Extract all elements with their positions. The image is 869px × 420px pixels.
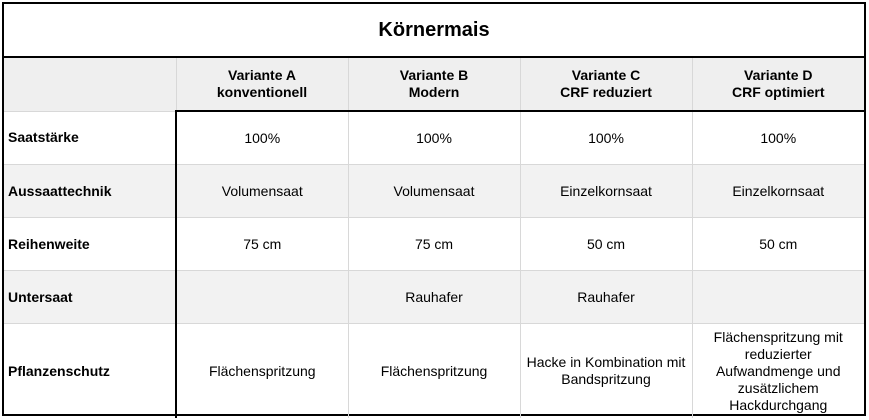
- comparison-table: [4, 58, 864, 418]
- cell-value: Rauhafer: [520, 271, 692, 324]
- row-pflanzenschutz: [4, 324, 864, 419]
- cell-value: [348, 324, 520, 419]
- cell-value: Volumensaat: [176, 165, 348, 218]
- header-variant-c: [520, 58, 692, 111]
- row-label: Reihenweite: [4, 218, 176, 271]
- cell-value: 100%: [176, 111, 348, 165]
- row-reihenweite: [4, 218, 864, 271]
- variant-sub: CRF optimiert: [731, 84, 825, 100]
- cell-line: Flächenspritzung: [208, 362, 316, 379]
- row-label: Saatstärke: [4, 111, 176, 165]
- cell-line: zusätzlichem: [737, 379, 819, 396]
- cell-value: 50 cm: [520, 218, 692, 271]
- row-saatstaerke: [4, 111, 864, 165]
- table-title: Körnermais: [4, 4, 864, 58]
- variant-sub: Modern: [408, 84, 460, 100]
- cell-line: Aufwandmenge und: [715, 362, 841, 379]
- cell-value: 50 cm: [692, 218, 864, 271]
- variant-name: Variante B: [399, 67, 469, 83]
- row-label: Aussaattechnik: [4, 165, 176, 218]
- cell-value: Einzelkornsaat: [692, 165, 864, 218]
- cell-line: Hacke in Kombination mit: [526, 354, 686, 370]
- cell-value: Rauhafer: [348, 271, 520, 324]
- cell-value: Einzelkornsaat: [520, 165, 692, 218]
- header-variant-a: [176, 58, 348, 111]
- variant-sub: konventionell: [216, 84, 308, 100]
- cell-line: Hackdurchgang: [729, 396, 828, 413]
- header-variant-b: [348, 58, 520, 111]
- cell-line: Flächenspritzung: [380, 362, 488, 379]
- variant-name: Variante A: [228, 67, 296, 83]
- variant-name: Variante D: [744, 67, 813, 83]
- variant-sub: CRF reduziert: [560, 84, 652, 100]
- row-label: Pflanzenschutz: [4, 324, 176, 419]
- cell-value: 75 cm: [348, 218, 520, 271]
- row-label: Untersaat: [4, 271, 176, 324]
- cell-value: [520, 324, 692, 419]
- header-variant-d: [692, 58, 864, 111]
- cell-value: 75 cm: [176, 218, 348, 271]
- cell-value: [176, 271, 348, 324]
- cell-line: Flächenspritzung mit: [713, 328, 843, 345]
- cell-value: 100%: [348, 111, 520, 165]
- cell-line: Bandspritzung: [561, 371, 651, 387]
- cell-value: 100%: [520, 111, 692, 165]
- cell-value: [176, 324, 348, 419]
- cell-value: 100%: [692, 111, 864, 165]
- cell-line: reduzierter: [744, 345, 812, 362]
- variant-name: Variante C: [571, 67, 641, 83]
- header-corner: [4, 58, 176, 111]
- cell-value: [692, 324, 864, 419]
- table-sheet: [2, 2, 866, 416]
- row-untersaat: [4, 271, 864, 324]
- cell-value: [692, 271, 864, 324]
- cell-value: Volumensaat: [348, 165, 520, 218]
- row-aussaattechnik: [4, 165, 864, 218]
- header-row: [4, 58, 864, 111]
